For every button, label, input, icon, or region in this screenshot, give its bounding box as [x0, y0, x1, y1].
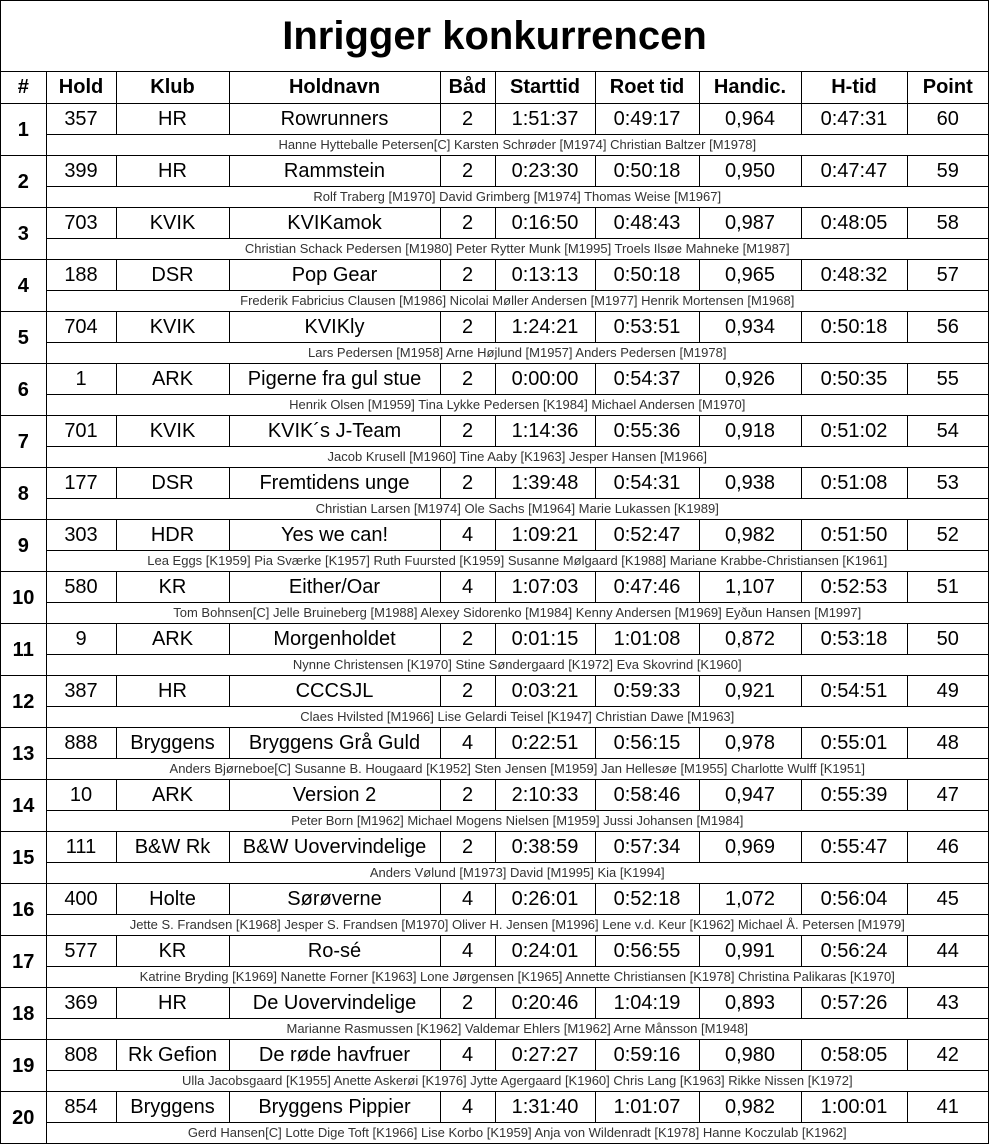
crew-row [1, 343, 988, 364]
hold-cell: 854 [46, 1092, 116, 1123]
table-row [1, 988, 988, 1019]
hold-cell: 399 [46, 156, 116, 187]
starttid-cell: 0:27:27 [495, 1040, 595, 1071]
h-tid-cell: 0:55:39 [801, 780, 907, 811]
h-tid-cell: 0:55:47 [801, 832, 907, 863]
table-row [1, 104, 988, 135]
baad-cell: 4 [440, 1092, 495, 1123]
header-hold: Hold [46, 72, 116, 104]
crew-members: Hanne Hytteballe Petersen[C] Karsten Schrøder [M1974] Christian Baltzer [M1978] [46, 135, 988, 156]
point-cell: 50 [907, 624, 988, 655]
header-baad: Båd [440, 72, 495, 104]
starttid-cell: 1:09:21 [495, 520, 595, 551]
h-tid-cell: 0:47:47 [801, 156, 907, 187]
holdnavn-cell: KVIKamok [229, 208, 440, 239]
baad-cell: 2 [440, 208, 495, 239]
starttid-cell: 1:31:40 [495, 1092, 595, 1123]
klub-cell: HR [116, 104, 229, 135]
rank-cell: 11 [1, 624, 46, 676]
crew-members: Tom Bohnsen[C] Jelle Bruineberg [M1988] Alexey Sidorenko [M1984] Kenny Andersen [M1969] Eyðun Hansen [M1997] [46, 603, 988, 624]
klub-cell: DSR [116, 260, 229, 291]
roet-tid-cell: 0:57:34 [595, 832, 699, 863]
roet-tid-cell: 0:54:31 [595, 468, 699, 499]
h-tid-cell: 0:56:24 [801, 936, 907, 967]
crew-row [1, 707, 988, 728]
crew-members: Ulla Jacobsgaard [K1955] Anette Askerøi [K1976] Jytte Agergaard [K1960] Chris Lang [K1963] Rikke Nissen [K1972] [46, 1071, 988, 1092]
holdnavn-cell: Morgenholdet [229, 624, 440, 655]
holdnavn-cell: De røde havfruer [229, 1040, 440, 1071]
table-row [1, 832, 988, 863]
hold-cell: 701 [46, 416, 116, 447]
roet-tid-cell: 0:50:18 [595, 260, 699, 291]
baad-cell: 2 [440, 104, 495, 135]
roet-tid-cell: 1:01:08 [595, 624, 699, 655]
klub-cell: Bryggens [116, 1092, 229, 1123]
handic-cell: 1,072 [699, 884, 801, 915]
h-tid-cell: 0:47:31 [801, 104, 907, 135]
point-cell: 55 [907, 364, 988, 395]
handic-cell: 1,107 [699, 572, 801, 603]
hold-cell: 387 [46, 676, 116, 707]
crew-row [1, 291, 988, 312]
klub-cell: B&W Rk [116, 832, 229, 863]
hold-cell: 577 [46, 936, 116, 967]
point-cell: 47 [907, 780, 988, 811]
crew-row [1, 1071, 988, 1092]
rank-cell: 7 [1, 416, 46, 468]
klub-cell: ARK [116, 364, 229, 395]
roet-tid-cell: 0:49:17 [595, 104, 699, 135]
table-row [1, 676, 988, 707]
holdnavn-cell: Pop Gear [229, 260, 440, 291]
crew-row [1, 655, 988, 676]
holdnavn-cell: Rammstein [229, 156, 440, 187]
roet-tid-cell: 0:58:46 [595, 780, 699, 811]
h-tid-cell: 0:52:53 [801, 572, 907, 603]
h-tid-cell: 0:53:18 [801, 624, 907, 655]
hold-cell: 1 [46, 364, 116, 395]
h-tid-cell: 0:58:05 [801, 1040, 907, 1071]
holdnavn-cell: Fremtidens unge [229, 468, 440, 499]
handic-cell: 0,947 [699, 780, 801, 811]
rank-cell: 8 [1, 468, 46, 520]
crew-row [1, 811, 988, 832]
roet-tid-cell: 0:59:33 [595, 676, 699, 707]
hold-cell: 400 [46, 884, 116, 915]
crew-members: Claes Hvilsted [M1966] Lise Gelardi Teisel [K1947] Christian Dawe [M1963] [46, 707, 988, 728]
starttid-cell: 1:14:36 [495, 416, 595, 447]
klub-cell: ARK [116, 780, 229, 811]
h-tid-cell: 0:51:02 [801, 416, 907, 447]
rank-cell: 4 [1, 260, 46, 312]
holdnavn-cell: CCCSJL [229, 676, 440, 707]
table-row [1, 364, 988, 395]
table-row [1, 468, 988, 499]
handic-cell: 0,965 [699, 260, 801, 291]
crew-row [1, 1123, 988, 1144]
crew-members: Anders Bjørneboe[C] Susanne B. Hougaard [K1952] Sten Jensen [M1959] Jan Hellesøe [M1955] Charlotte Wulff [K1951] [46, 759, 988, 780]
header-starttid: Starttid [495, 72, 595, 104]
header-row [1, 72, 988, 104]
h-tid-cell: 0:54:51 [801, 676, 907, 707]
h-tid-cell: 0:50:18 [801, 312, 907, 343]
rank-cell: 10 [1, 572, 46, 624]
point-cell: 51 [907, 572, 988, 603]
rank-cell: 18 [1, 988, 46, 1040]
starttid-cell: 0:23:30 [495, 156, 595, 187]
table-row [1, 520, 988, 551]
klub-cell: DSR [116, 468, 229, 499]
table-row [1, 884, 988, 915]
handic-cell: 0,921 [699, 676, 801, 707]
rank-cell: 9 [1, 520, 46, 572]
hold-cell: 10 [46, 780, 116, 811]
table-row [1, 728, 988, 759]
rank-cell: 16 [1, 884, 46, 936]
holdnavn-cell: Version 2 [229, 780, 440, 811]
starttid-cell: 0:38:59 [495, 832, 595, 863]
rank-cell: 17 [1, 936, 46, 988]
point-cell: 49 [907, 676, 988, 707]
crew-members: Jette S. Frandsen [K1968] Jesper S. Frandsen [M1970] Oliver H. Jensen [M1996] Lene v.d. Keur [K1962] Michael Å. Petersen [M1979] [46, 915, 988, 936]
starttid-cell: 1:24:21 [495, 312, 595, 343]
rank-cell: 6 [1, 364, 46, 416]
starttid-cell: 0:16:50 [495, 208, 595, 239]
roet-tid-cell: 0:52:47 [595, 520, 699, 551]
handic-cell: 0,987 [699, 208, 801, 239]
table-row [1, 1040, 988, 1071]
hold-cell: 704 [46, 312, 116, 343]
hold-cell: 369 [46, 988, 116, 1019]
klub-cell: HR [116, 156, 229, 187]
roet-tid-cell: 0:55:36 [595, 416, 699, 447]
table-row [1, 260, 988, 291]
point-cell: 44 [907, 936, 988, 967]
klub-cell: Holte [116, 884, 229, 915]
crew-members: Lea Eggs [K1959] Pia Sværke [K1957] Ruth Fuursted [K1959] Susanne Mølgaard [K1988] Mariane Krabbe-Christiansen [K1961] [46, 551, 988, 572]
table-row [1, 156, 988, 187]
baad-cell: 2 [440, 416, 495, 447]
holdnavn-cell: KVIKly [229, 312, 440, 343]
h-tid-cell: 0:51:08 [801, 468, 907, 499]
klub-cell: KVIK [116, 416, 229, 447]
crew-row [1, 551, 988, 572]
roet-tid-cell: 0:56:15 [595, 728, 699, 759]
point-cell: 48 [907, 728, 988, 759]
holdnavn-cell: Bryggens Pippier [229, 1092, 440, 1123]
crew-row [1, 135, 988, 156]
crew-row [1, 1019, 988, 1040]
crew-row [1, 863, 988, 884]
point-cell: 41 [907, 1092, 988, 1123]
hold-cell: 703 [46, 208, 116, 239]
baad-cell: 2 [440, 676, 495, 707]
roet-tid-cell: 0:50:18 [595, 156, 699, 187]
hold-cell: 303 [46, 520, 116, 551]
klub-cell: Rk Gefion [116, 1040, 229, 1071]
baad-cell: 2 [440, 312, 495, 343]
starttid-cell: 0:00:00 [495, 364, 595, 395]
handic-cell: 0,918 [699, 416, 801, 447]
handic-cell: 0,991 [699, 936, 801, 967]
crew-members: Christian Larsen [M1974] Ole Sachs [M1964] Marie Lukassen [K1989] [46, 499, 988, 520]
crew-row [1, 187, 988, 208]
handic-cell: 0,950 [699, 156, 801, 187]
header-klub: Klub [116, 72, 229, 104]
klub-cell: ARK [116, 624, 229, 655]
point-cell: 45 [907, 884, 988, 915]
roet-tid-cell: 0:52:18 [595, 884, 699, 915]
handic-cell: 0,982 [699, 520, 801, 551]
crew-row [1, 967, 988, 988]
klub-cell: HDR [116, 520, 229, 551]
holdnavn-cell: B&W Uovervindelige [229, 832, 440, 863]
handic-cell: 0,964 [699, 104, 801, 135]
crew-row [1, 239, 988, 260]
header-point: Point [907, 72, 988, 104]
starttid-cell: 0:13:13 [495, 260, 595, 291]
starttid-cell: 0:26:01 [495, 884, 595, 915]
handic-cell: 0,926 [699, 364, 801, 395]
hold-cell: 111 [46, 832, 116, 863]
h-tid-cell: 0:48:05 [801, 208, 907, 239]
holdnavn-cell: Ro-sé [229, 936, 440, 967]
crew-row [1, 447, 988, 468]
header-handic: Handic. [699, 72, 801, 104]
roet-tid-cell: 0:56:55 [595, 936, 699, 967]
starttid-cell: 1:51:37 [495, 104, 595, 135]
holdnavn-cell: Yes we can! [229, 520, 440, 551]
crew-members: Jacob Krusell [M1960] Tine Aaby [K1963] Jesper Hansen [M1966] [46, 447, 988, 468]
crew-members: Anders Vølund [M1973] David [M1995] Kia [K1994] [46, 863, 988, 884]
baad-cell: 2 [440, 156, 495, 187]
baad-cell: 4 [440, 728, 495, 759]
point-cell: 46 [907, 832, 988, 863]
baad-cell: 2 [440, 988, 495, 1019]
header-roet-tid: Roet tid [595, 72, 699, 104]
handic-cell: 0,934 [699, 312, 801, 343]
page-title: Inrigger konkurrencen [1, 1, 988, 72]
point-cell: 53 [907, 468, 988, 499]
starttid-cell: 0:01:15 [495, 624, 595, 655]
klub-cell: KR [116, 572, 229, 603]
rank-cell: 12 [1, 676, 46, 728]
hold-cell: 9 [46, 624, 116, 655]
h-tid-cell: 0:56:04 [801, 884, 907, 915]
point-cell: 58 [907, 208, 988, 239]
baad-cell: 2 [440, 468, 495, 499]
starttid-cell: 0:03:21 [495, 676, 595, 707]
header-holdnavn: Holdnavn [229, 72, 440, 104]
starttid-cell: 0:24:01 [495, 936, 595, 967]
h-tid-cell: 0:48:32 [801, 260, 907, 291]
handic-cell: 0,872 [699, 624, 801, 655]
h-tid-cell: 0:55:01 [801, 728, 907, 759]
hold-cell: 177 [46, 468, 116, 499]
rank-cell: 15 [1, 832, 46, 884]
handic-cell: 0,980 [699, 1040, 801, 1071]
roet-tid-cell: 0:48:43 [595, 208, 699, 239]
klub-cell: HR [116, 988, 229, 1019]
holdnavn-cell: Rowrunners [229, 104, 440, 135]
table-row [1, 936, 988, 967]
h-tid-cell: 1:00:01 [801, 1092, 907, 1123]
klub-cell: Bryggens [116, 728, 229, 759]
baad-cell: 2 [440, 364, 495, 395]
table-row [1, 1092, 988, 1123]
crew-row [1, 759, 988, 780]
baad-cell: 4 [440, 572, 495, 603]
point-cell: 60 [907, 104, 988, 135]
holdnavn-cell: KVIK´s J-Team [229, 416, 440, 447]
baad-cell: 2 [440, 832, 495, 863]
baad-cell: 4 [440, 1040, 495, 1071]
roet-tid-cell: 1:04:19 [595, 988, 699, 1019]
roet-tid-cell: 0:47:46 [595, 572, 699, 603]
header-h-tid: H-tid [801, 72, 907, 104]
holdnavn-cell: Pigerne fra gul stue [229, 364, 440, 395]
table-row [1, 416, 988, 447]
roet-tid-cell: 0:53:51 [595, 312, 699, 343]
point-cell: 56 [907, 312, 988, 343]
hold-cell: 888 [46, 728, 116, 759]
holdnavn-cell: Bryggens Grå Guld [229, 728, 440, 759]
klub-cell: KVIK [116, 208, 229, 239]
crew-members: Katrine Bryding [K1969] Nanette Forner [K1963] Lone Jørgensen [K1965] Annette Christiansen [K1978] Christina Palikaras [K1970] [46, 967, 988, 988]
rank-cell: 3 [1, 208, 46, 260]
handic-cell: 0,978 [699, 728, 801, 759]
h-tid-cell: 0:51:50 [801, 520, 907, 551]
starttid-cell: 2:10:33 [495, 780, 595, 811]
starttid-cell: 0:20:46 [495, 988, 595, 1019]
roet-tid-cell: 0:59:16 [595, 1040, 699, 1071]
h-tid-cell: 0:50:35 [801, 364, 907, 395]
klub-cell: KVIK [116, 312, 229, 343]
rank-cell: 19 [1, 1040, 46, 1092]
hold-cell: 357 [46, 104, 116, 135]
baad-cell: 2 [440, 260, 495, 291]
point-cell: 54 [907, 416, 988, 447]
rank-cell: 2 [1, 156, 46, 208]
rank-cell: 1 [1, 104, 46, 156]
crew-members: Rolf Traberg [M1970] David Grimberg [M1974] Thomas Weise [M1967] [46, 187, 988, 208]
table-row [1, 624, 988, 655]
table-row [1, 208, 988, 239]
hold-cell: 188 [46, 260, 116, 291]
baad-cell: 2 [440, 624, 495, 655]
baad-cell: 4 [440, 520, 495, 551]
handic-cell: 0,982 [699, 1092, 801, 1123]
holdnavn-cell: Either/Oar [229, 572, 440, 603]
results-table [1, 72, 988, 1144]
rank-cell: 5 [1, 312, 46, 364]
crew-row [1, 499, 988, 520]
point-cell: 59 [907, 156, 988, 187]
crew-members: Henrik Olsen [M1959] Tina Lykke Pedersen [K1984] Michael Andersen [M1970] [46, 395, 988, 416]
crew-members: Frederik Fabricius Clausen [M1986] Nicolai Møller Andersen [M1977] Henrik Mortensen [M1968] [46, 291, 988, 312]
point-cell: 42 [907, 1040, 988, 1071]
handic-cell: 0,969 [699, 832, 801, 863]
crew-row [1, 395, 988, 416]
starttid-cell: 1:39:48 [495, 468, 595, 499]
baad-cell: 4 [440, 936, 495, 967]
crew-members: Nynne Christensen [K1970] Stine Søndergaard [K1972] Eva Skovrind [K1960] [46, 655, 988, 676]
crew-row [1, 915, 988, 936]
point-cell: 43 [907, 988, 988, 1019]
baad-cell: 4 [440, 884, 495, 915]
crew-row [1, 603, 988, 624]
crew-members: Gerd Hansen[C] Lotte Dige Toft [K1966] Lise Korbo [K1959] Anja von Wildenradt [K1978] Hanne Koczulab [K1962] [46, 1123, 988, 1144]
roet-tid-cell: 1:01:07 [595, 1092, 699, 1123]
handic-cell: 0,938 [699, 468, 801, 499]
point-cell: 57 [907, 260, 988, 291]
klub-cell: HR [116, 676, 229, 707]
holdnavn-cell: De Uovervindelige [229, 988, 440, 1019]
starttid-cell: 1:07:03 [495, 572, 595, 603]
hold-cell: 580 [46, 572, 116, 603]
rank-cell: 20 [1, 1092, 46, 1144]
handic-cell: 0,893 [699, 988, 801, 1019]
crew-members: Peter Born [M1962] Michael Mogens Nielsen [M1959] Jussi Johansen [M1984] [46, 811, 988, 832]
table-row [1, 312, 988, 343]
table-row [1, 780, 988, 811]
h-tid-cell: 0:57:26 [801, 988, 907, 1019]
klub-cell: KR [116, 936, 229, 967]
holdnavn-cell: Sørøverne [229, 884, 440, 915]
header-rank: # [1, 72, 46, 104]
hold-cell: 808 [46, 1040, 116, 1071]
rank-cell: 14 [1, 780, 46, 832]
crew-members: Christian Schack Pedersen [M1980] Peter Rytter Munk [M1995] Troels Ilsøe Mahneke [M1987] [46, 239, 988, 260]
crew-members: Lars Pedersen [M1958] Arne Højlund [M1957] Anders Pedersen [M1978] [46, 343, 988, 364]
starttid-cell: 0:22:51 [495, 728, 595, 759]
point-cell: 52 [907, 520, 988, 551]
table-row [1, 572, 988, 603]
baad-cell: 2 [440, 780, 495, 811]
crew-members: Marianne Rasmussen [K1962] Valdemar Ehlers [M1962] Arne Månsson [M1948] [46, 1019, 988, 1040]
roet-tid-cell: 0:54:37 [595, 364, 699, 395]
rank-cell: 13 [1, 728, 46, 780]
